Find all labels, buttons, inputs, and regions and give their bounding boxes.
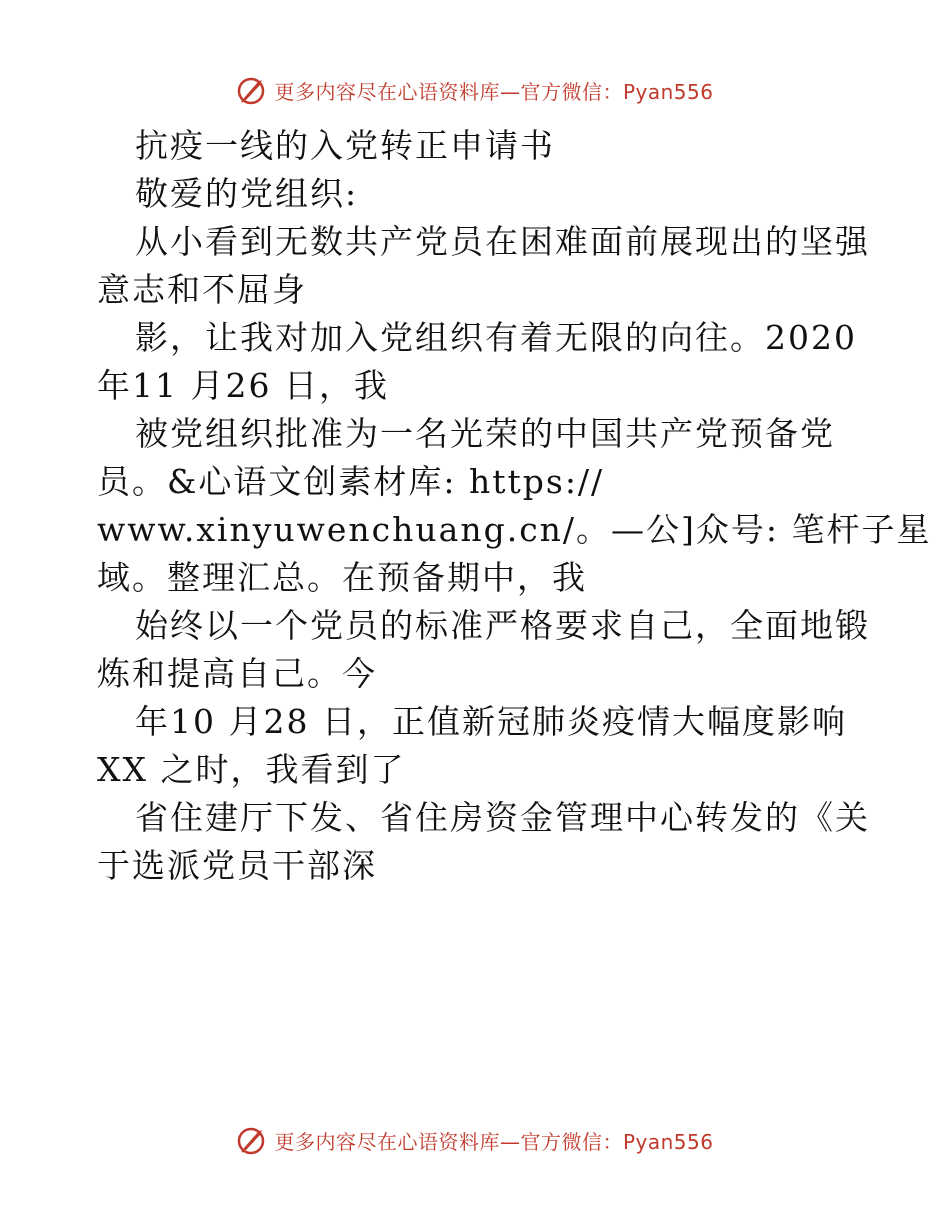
paragraph-line: 影，让我对加入党组织有着无限的向往。2020 — [135, 318, 857, 357]
paragraph-line: 域。整理汇总。在预备期中，我 — [97, 558, 587, 597]
paragraph-line: 员。&心语文创素材库: https:// — [97, 462, 605, 501]
document-body — [97, 122, 932, 890]
quill-pen-logo-icon — [236, 1124, 268, 1156]
salutation: 敬爱的党组织: — [135, 174, 359, 213]
paragraph-line: 始终以一个党员的标准严格要求自己，全面地锻 — [135, 606, 870, 645]
paragraph-line: 炼和提高自己。今 — [97, 654, 377, 693]
paragraph-line: 于选派党员干部深 — [97, 846, 377, 885]
paragraph-line: 被党组织批准为一名光荣的中国共产党预备党 — [135, 414, 835, 453]
footer-banner — [0, 1120, 950, 1160]
paragraph-line: 意志和不屈身 — [97, 270, 307, 309]
paragraph-line: www.xinyuwenchuang.cn/。—公]众号: 笔杆子星 — [97, 510, 932, 549]
paragraph-line: 省住建厅下发、省住房资金管理中心转发的《关 — [135, 798, 870, 837]
paragraph-line: 年11 月26 日，我 — [97, 366, 389, 405]
footer-brand-text: 更多内容尽在心语资料库—官方微信：Pyan556 — [274, 1129, 714, 1154]
header-banner — [0, 70, 950, 110]
paragraph-line: 年10 月28 日，正值新冠肺炎疫情大幅度影响 — [135, 702, 847, 741]
document-title: 抗疫一线的入党转正申请书 — [135, 126, 555, 165]
header-brand-text: 更多内容尽在心语资料库—官方微信：Pyan556 — [274, 79, 714, 104]
paragraph-line: XX 之时，我看到了 — [97, 750, 406, 789]
paragraph-line: 从小看到无数共产党员在困难面前展现出的坚强 — [135, 222, 870, 261]
quill-pen-logo-icon — [236, 74, 268, 106]
